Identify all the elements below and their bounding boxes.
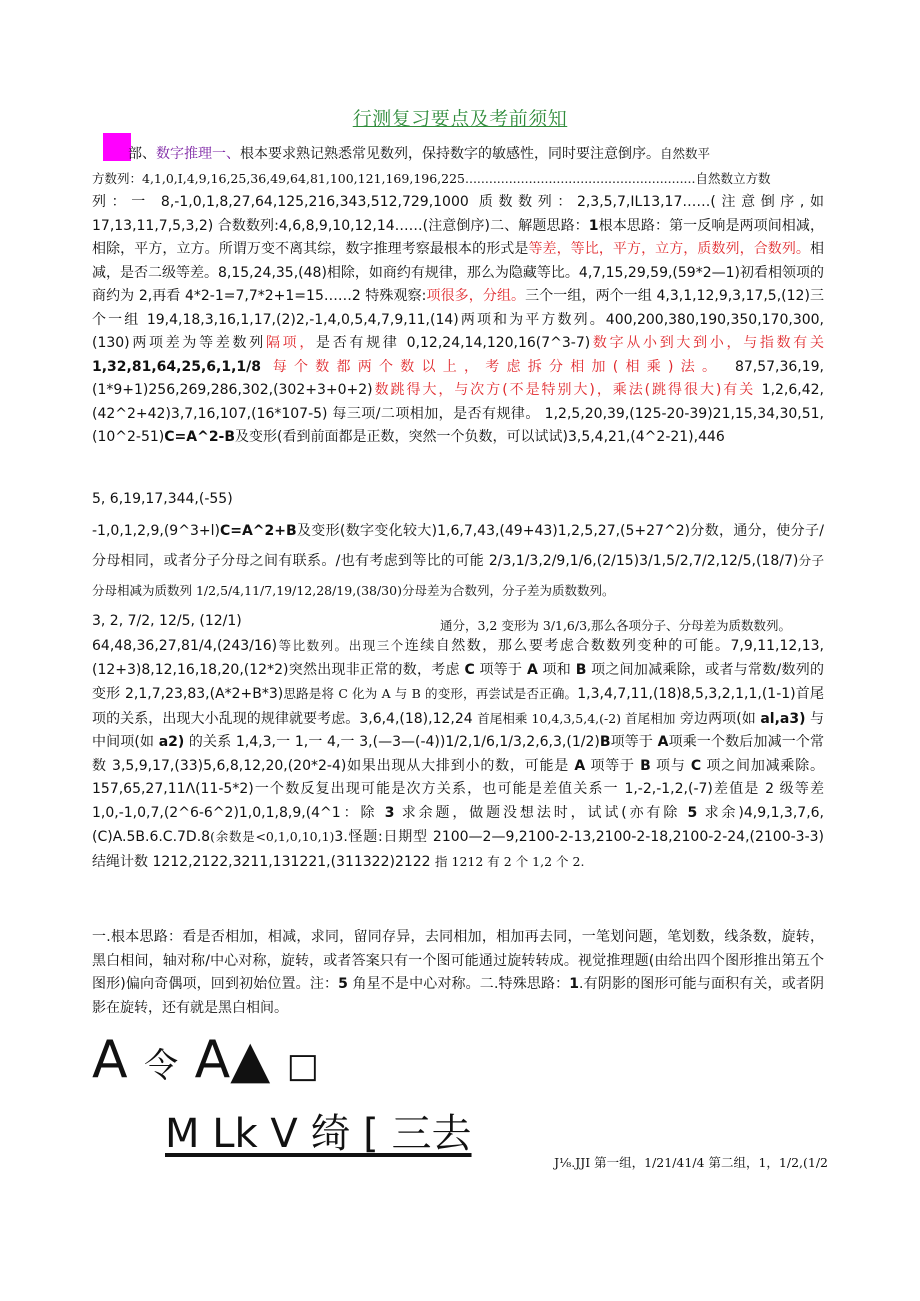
para3-aa: 项之间加减乘除。157,65,27,11Λ(11-5*2)一个数反复出现可能是次方关系，也可能是差值关系一 1,-2,-1,2,(-7)差值是 2 级等差 1,0,-1,0,7,(2^6-6^2)1,0,1,8,9,(4^1：除	[92, 757, 825, 821]
intro-u: 及变形(看到前面都是正数，突然一个负数，可以试试)3,5,4,21,(4^2-21),446	[235, 429, 725, 445]
para4-c: 角星不是中心对称。二.特殊思路：	[347, 976, 570, 992]
para3-c: 连续自然数，那么要考虑合数数列变种的可能。7,9,11,12,13,(12+3)8,12,16,18,20,(12*2)突然出现非正常的数，考虑	[92, 638, 824, 678]
para2-b: C=A^2+B	[219, 523, 297, 539]
para3-a: 64,48,36,27,81/4,(243/16)	[92, 638, 278, 654]
para3-s: 项等于	[610, 734, 658, 750]
intro-s: 1,2,6,42,(42^2+42)3,7,16,107,(16*107-5) 每三项/二项相加，是否有规律。 1,2,5,20,39,(125-20-39)21,15,34,30,51,(10^2-51)	[92, 382, 824, 445]
para3-f: A	[527, 661, 538, 678]
para4-b: 5	[338, 976, 348, 992]
para2-d: 分子分母相减为质数列 1/2,5/4,11/7,19/12,28/19,(38/30)分母差为合数列，分子差为质数数列。	[92, 553, 824, 598]
para3-x: B	[640, 757, 651, 774]
intro-t: C=A^2-B	[164, 429, 236, 445]
paragraph-4	[92, 926, 824, 1020]
figure-glyph-row-2: M Lk V 绮 [ 三去	[165, 1111, 472, 1157]
intro-f: 1	[588, 217, 599, 234]
intro-k: 三个一组，两个一组 4,3,1,12,9,3,17,5,(12)三个一组 19,4,18,3,16,1,17,(2)2,-1,4,0,5,4,7,9,11,(14)两项和为平方数列。400,200,380,190,350,170,300,(130)两项差为等差数列	[92, 288, 824, 351]
glyph-a-2: A	[194, 1030, 231, 1090]
para3-b: 等比数列。出现三个	[277, 638, 405, 653]
para3-k: 1,3,4,7,11,(18)8,5,3,2,1,1,(1-1)首尾项的关系，出现大小乱现的规律就要考虑。3,6,4,(18),12,24	[92, 686, 824, 727]
intro-e: 列：一 8,-1,0,1,8,27,64,125,216,343,512,729,1000 质数数列：2,3,5,7,IL13,17……(注意倒序,如 17,13,11,7,5,3,2) 合数数列:4,6,8,9,10,12,14……(注意倒序)二、解题思路：	[92, 194, 824, 234]
figure-glyph-row-1	[92, 1030, 319, 1096]
intro-g: 根本思路：第一反响是两项间相减，相除，平方，立方。所谓万变不离其综，数字推理考察最根本的形式是	[92, 217, 824, 257]
para3-af: (余数是<0,1,0,10,1)	[210, 829, 335, 844]
section-heading: 数字推理一、	[156, 146, 240, 162]
page-title: 行测复习要点及考前须知	[352, 108, 568, 130]
line-b: 3, 2, 7/2, 12/5, (12/1)	[92, 613, 242, 629]
intro-l: 隔项，	[265, 335, 317, 351]
square-icon: □	[286, 1046, 319, 1086]
line-a: 5, 6,19,17,344,(-55)	[92, 491, 233, 507]
intro-h: 等差，等比，平方，立方，质数列，合数列。	[528, 241, 811, 257]
para3-ab: 3	[384, 804, 395, 821]
para3-v: A	[574, 757, 586, 774]
para3-e: 项等于	[474, 661, 527, 678]
intro-j: 项很多，分组。	[426, 288, 526, 304]
paragraph-2	[92, 516, 824, 606]
intro-a: 部、	[128, 146, 156, 162]
para2-a: -1,0,1,2,9,(9^3+l)	[92, 523, 220, 539]
intro-p: 每个数都两个数以上，考虑拆分相加(相乘)法。	[272, 358, 724, 375]
para3-i: 项之间加减乘除，或者与常数/数列的变形 2,1,7,23,83,(A*2+B*3)	[92, 661, 825, 702]
para3-ae: 求余)4,9,1,3,7,6,(C)A.5B.6.C.7D.8	[92, 804, 824, 845]
para3-w: 项等于	[585, 757, 641, 774]
para4-e: .有阴影的图形可能与面积有关，或者阴影在旋转，还有就是黑白相间。	[92, 976, 825, 1016]
intro-c: 自然数平	[660, 146, 711, 161]
triangle-icon: ▲	[230, 1030, 271, 1090]
para4-a: 一.根本思路：看是否相加，相减，求同，留同存异，去同相加，相加再去同，一笔划问题，笔划数，线条数，旋转，黑白相间，轴对称/中心对称，旋转，或者答案只有一个图可能通过旋转转成。视觉推理题(由给出四个图形推出第五个图形)偏向奇偶项，回到初始位置。注：	[92, 929, 824, 992]
para3-l: 首尾相乘 10,4,3,5,4,(-2) 首尾相加	[477, 710, 676, 726]
para3-d: C	[464, 661, 475, 678]
note-1: 通分，3,2 变形为 3/1,6/3,那么各项分子、分母差为质数数列。	[440, 618, 792, 633]
para3-h: B	[575, 661, 587, 678]
para3-j: 思路是将 C 化为 A 与 B 的变形，再尝试是否正确。	[283, 686, 578, 701]
paragraph-3	[92, 634, 824, 874]
footer-note: J⅛.JJI 第一组，1/21/41/4 第二组，1，1/2,(1/2	[554, 1155, 828, 1170]
intro-o: 1,32,81,64,25,6,1,1/8	[92, 358, 261, 375]
glyph-ling: 令	[144, 1046, 179, 1086]
para3-m: 旁边两项(如	[679, 710, 761, 727]
para3-ac: 求余题，做题没想法时，试试(亦有除	[394, 804, 688, 821]
para3-q: 的关系 1,4,3,一 1,一 4,一 3,(—3—(-4))1/2,1/6,1/3,2,6,3,(1/2)	[184, 734, 600, 750]
para3-o: 与中间项(如	[92, 710, 825, 750]
intro-m: 是否有规律 0,12,24,14,120,16(7^3-7)	[316, 335, 591, 351]
para3-u: 项乘一个数后加减一个常数 3,5,9,17,(33)5,6,8,12,20,(20*2-4)如果出现从大排到小的数，可能是	[92, 734, 824, 774]
para3-n: al,a3)	[760, 710, 806, 727]
para3-ah: 指 1212 有 2 个 1,2 个 2.	[435, 853, 585, 869]
para3-ag: 3.怪题:日期型 2100—2—9,2100-2-13,2100-2-18,2100-2-24,(2100-3-3)结绳计数 1212,2122,3211,131221,(311322)2122	[92, 829, 824, 870]
intro-q: 87,57,36,19,(1*9+1)256,269,286,302,(302+3+0+2)	[92, 358, 825, 398]
intro-d: 方数列：4,1,0,I,4,9,16,25,36,49,64,81,100,121,169,196,225..........................................................自然数立方数	[92, 170, 771, 186]
para3-t: A	[657, 734, 669, 750]
para4-d: 1	[569, 976, 580, 992]
para3-z: C	[690, 757, 702, 774]
intro-i: 相减，是否二级等差。8,15,24,35,(48)相除，如商约有规律，那么为隐藏等比。4,7,15,29,59,(59*2—1)初看相领项的商约为 2,再看 4*2-1=7,7*2+1=15……2 特殊观察:	[92, 241, 825, 304]
para3-y: 项与	[650, 757, 691, 774]
intro-n: 数字从小到大到小，与指数有关	[590, 335, 825, 351]
para3-ad: 5	[687, 804, 698, 821]
para2-c: 及变形(数字变化较大)1,6,7,43,(49+43)1,2,5,27,(5+27^2)分数，通分，使分子/分母相同，或者分子分母之间有联系。/也有考虑到等比的可能 2/3,1/3,2/9,1/6,(2/15)3/1,5/2,7/2,12/5,(18/7)	[92, 523, 824, 569]
intro-paragraph	[92, 142, 824, 450]
para3-r: B	[599, 734, 611, 750]
para3-g: 项和	[537, 661, 576, 678]
glyph-a-1: A	[92, 1030, 128, 1090]
intro-b: 根本要求熟记熟悉常见数列，保持数字的敏感性，同时要注意倒序。	[240, 146, 660, 162]
para3-p: a2)	[158, 734, 185, 750]
intro-r: 数跳得大，与次方(不是特别大)，乘法(跳得很大)有关	[372, 382, 756, 398]
